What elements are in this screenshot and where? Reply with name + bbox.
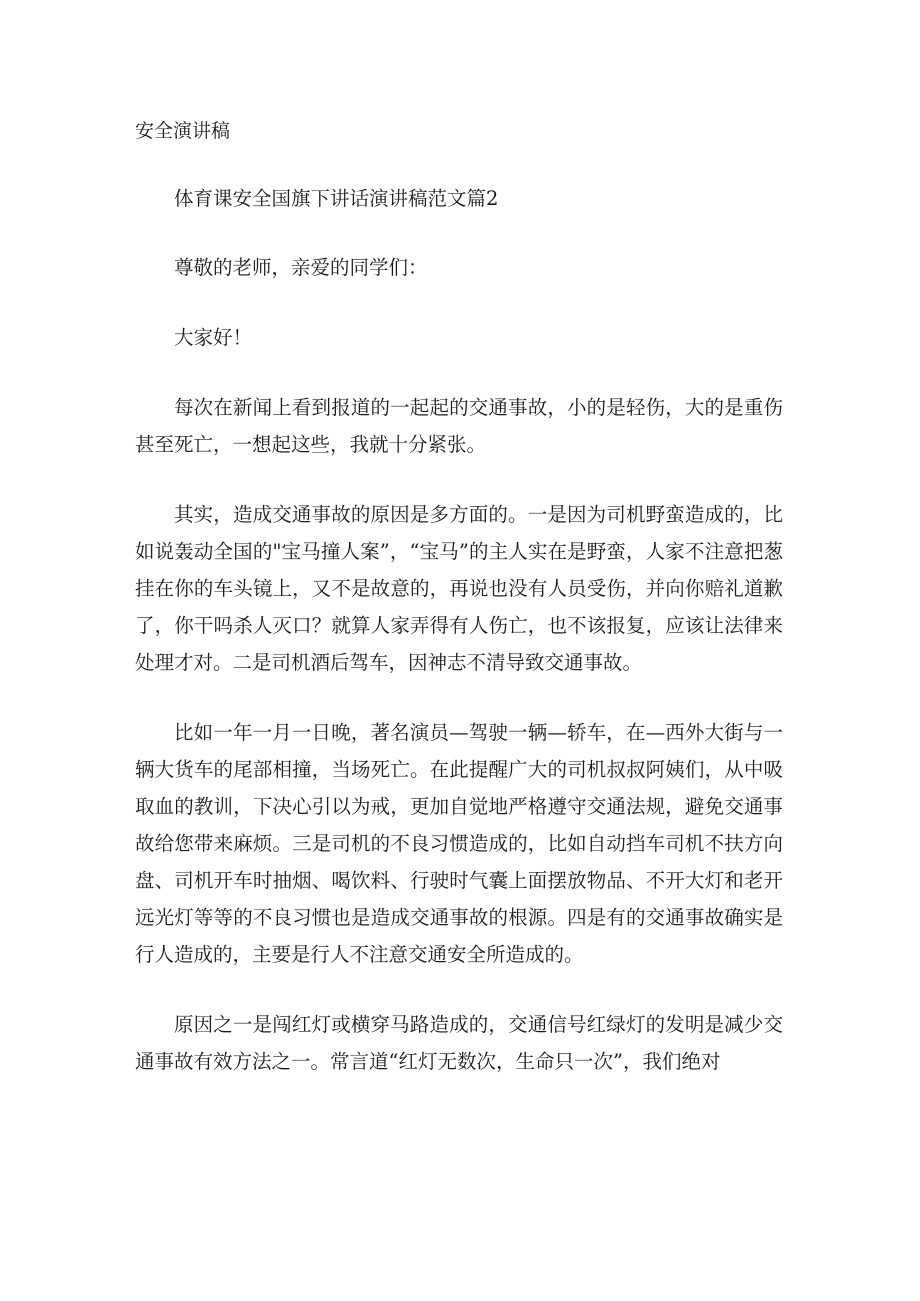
body-paragraph: 其实，造成交通事故的原因是多方面的。一是因为司机野蛮造成的，比如说轰动全国的"宝马撞人案”，“宝马”的主人实在是野蛮，人家不注意把葱挂在你的车头镜上，又不是故意的，再说也没有人员受伤，并向你赔礼道歉了，你干吗杀人灭口？就算人家弄得有人伤亡，也不该报复，应该让法律来处理才对。二是司机酒后驾车，因神志不清导致交通事故。 (135, 503, 783, 674)
document-body (135, 180, 783, 1113)
body-paragraph: 每次在新闻上看到报道的一起起的交通事故，小的是轻伤，大的是重伤甚至死亡，一想起这些，我就十分紧张。 (135, 396, 783, 456)
salutation: 尊敬的老师，亲爱的同学们： (174, 256, 428, 279)
greeting: 大家好！ (174, 326, 253, 349)
speech-title: 体育课安全国旗下讲话演讲稿范文篇2 (174, 187, 499, 210)
body-paragraph: 原因之一是闯红灯或横穿马路造成的，交通信号红绿灯的发明是减少交通事故有效方法之一。常言道“红灯无数次，生命只一次”，我们绝对 (135, 1013, 783, 1073)
body-paragraph: 比如一年一月一日晚，著名演员—驾驶一辆—轿车，在—西外大街与一辆大货车的尾部相撞，当场死亡。在此提醒广大的司机叔叔阿姨们，从中吸取血的教训，下决心引以为戒，更加自觉地严格遵守交通法规，避免交通事故给您带来麻烦。三是司机的不良习惯造成的，比如自动挡车司机不扶方向盘、司机开车时抽烟、喝饮料、行驶时气囊上面摆放物品、不开大灯和老开远光灯等等的不良习惯也是造成交通事故的根源。四是有的交通事故确实是行人造成的，主要是行人不注意交通安全所造成的。 (135, 721, 783, 966)
document-header: 安全演讲稿 (135, 120, 231, 142)
